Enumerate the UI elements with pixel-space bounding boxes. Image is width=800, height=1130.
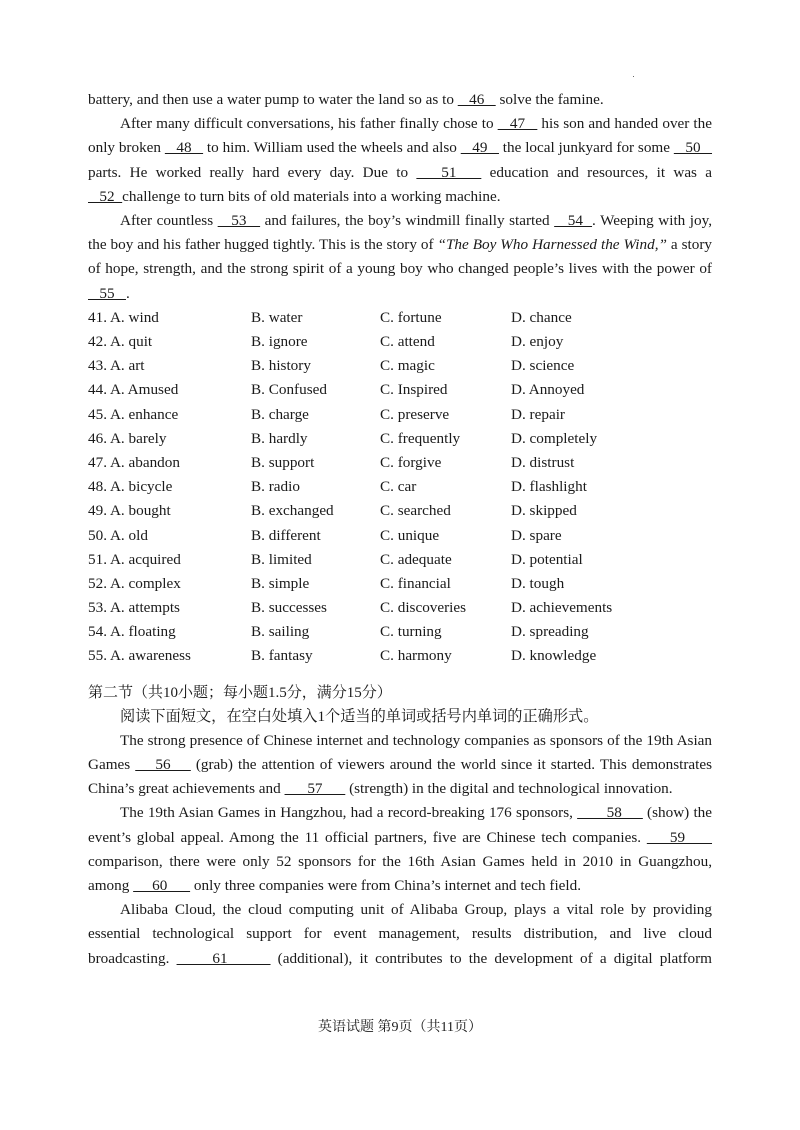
option-c: C. financial	[380, 574, 451, 592]
blank-61: 61	[176, 949, 271, 967]
option-a: 54. A. floating	[88, 623, 176, 641]
blank-57: 57	[284, 780, 346, 798]
option-c: C. frequently	[380, 429, 461, 447]
text: (grab) the attention of viewers around the world since it started. This demonstrates China’s great achievements and	[88, 756, 713, 798]
text: . Weeping with joy, the boy and his father hugged tightly. This is the story of	[88, 212, 713, 254]
option-d: D. Annoyed	[511, 381, 585, 399]
paragraph-5	[88, 801, 712, 898]
story-title: “The Boy Who Harnessed the Wind,”	[437, 236, 667, 254]
option-c: C. Inspired	[380, 381, 448, 399]
text: Alibaba Cloud, the cloud computing unit of Alibaba Group, plays a vital role by providing essential technological support for event management, results distribution, and live cloud broadcasting.	[88, 901, 712, 967]
blank-48: 48	[164, 139, 204, 157]
option-a: 41. A. wind	[88, 308, 159, 326]
option-a: 49. A. bought	[88, 502, 171, 520]
option-a: 47. A. abandon	[88, 453, 180, 471]
option-c: C. adequate	[380, 550, 452, 568]
option-b: B. different	[251, 526, 321, 544]
option-b: B. fantasy	[251, 647, 313, 665]
option-c: C. preserve	[380, 405, 450, 423]
text: battery, and then use a water pump to water the land so as to	[88, 91, 458, 108]
option-c: C. fortune	[380, 308, 442, 326]
text: the local junkyard for some	[498, 139, 674, 157]
text: parts. He worked really hard every day. Due to	[88, 163, 417, 181]
option-a: 43. A. art	[88, 357, 145, 375]
option-a: 55. A. awareness	[88, 647, 191, 665]
blank-49: 49	[460, 139, 499, 157]
option-row	[88, 524, 712, 548]
blank-58: 58	[577, 804, 643, 822]
text: (show) the event’s global appeal. Among the 11 official partners, five are Chinese tech companies.	[88, 804, 713, 846]
text: his son and handed over the only broken	[88, 115, 712, 157]
text: to him. William used the wheels and also	[203, 139, 461, 157]
option-d: D. flashlight	[511, 478, 587, 496]
blank-54: 54	[554, 212, 593, 230]
answer-options	[88, 306, 712, 669]
option-row	[88, 378, 712, 402]
option-d: D. tough	[511, 574, 565, 592]
option-d: D. spreading	[511, 623, 589, 641]
option-c: C. car	[380, 478, 417, 496]
option-b: B. simple	[251, 574, 310, 592]
option-b: B. Confused	[251, 381, 327, 399]
paragraph-3	[88, 209, 712, 306]
blank-55: 55	[88, 284, 126, 302]
option-c: C. magic	[380, 357, 435, 375]
exam-page	[88, 88, 712, 971]
paragraph-1	[88, 88, 712, 112]
option-d: D. science	[511, 357, 575, 375]
option-b: B. radio	[251, 478, 300, 496]
option-row	[88, 475, 712, 499]
option-c: C. harmony	[380, 647, 452, 665]
blank-51: 51	[416, 163, 482, 181]
text: After many difficult conversations, his father finally chose to	[120, 115, 498, 133]
option-b: B. history	[251, 357, 311, 375]
text: After countless	[120, 212, 218, 230]
text: solve the famine.	[495, 91, 604, 108]
option-a: 51. A. acquired	[88, 550, 181, 568]
option-a: 53. A. attempts	[88, 599, 180, 617]
blank-50: 50	[673, 139, 713, 157]
option-d: D. knowledge	[511, 647, 597, 665]
option-row	[88, 451, 712, 475]
text: only three companies were from China’s internet and tech field.	[190, 877, 582, 895]
option-b: B. charge	[251, 405, 309, 423]
option-d: D. distrust	[511, 453, 575, 471]
option-a: 46. A. barely	[88, 429, 167, 447]
text: a story of hope, strength, and the strong spirit of a young boy who changed people’s lives with the power of	[88, 236, 712, 278]
blank-56: 56	[135, 756, 191, 774]
option-b: B. exchanged	[251, 502, 334, 520]
blank-59: 59	[646, 828, 713, 846]
blank-53: 53	[217, 212, 261, 230]
option-row	[88, 330, 712, 354]
text: (strength) in the digital and technological innovation.	[345, 780, 673, 798]
option-c: C. turning	[380, 623, 442, 641]
text: challenge to turn bits of old materials into a working machine.	[122, 187, 501, 205]
text: (additional), it contributes to the development of a digital platform	[270, 949, 712, 967]
option-d: D. achievements	[511, 599, 613, 617]
option-b: B. hardly	[251, 429, 308, 447]
option-row	[88, 403, 712, 427]
option-row	[88, 306, 712, 330]
option-row	[88, 596, 712, 620]
text: The strong presence of Chinese internet and technology companies as sponsors of the 19th Asian Games	[88, 731, 712, 774]
text: comparison, there were only 52 sponsors for the 16th Asian Games held in 2010 in Guangzhou, among	[88, 852, 712, 895]
option-row	[88, 427, 712, 451]
option-a: 50. A. old	[88, 526, 148, 544]
text: The 19th Asian Games in Hangzhou, had a record-breaking 176 sponsors,	[120, 804, 578, 822]
option-b: B. ignore	[251, 333, 308, 351]
paragraph-2	[88, 112, 712, 209]
blank-46: 46	[457, 91, 496, 108]
option-c: C. searched	[380, 502, 451, 520]
blank-52: 52	[88, 187, 123, 205]
option-b: B. water	[251, 308, 303, 326]
option-row	[88, 499, 712, 523]
section-instruction: 阅读下面短文，在空白处填入1个适当的单词或括号内单词的正确形式。	[120, 707, 599, 725]
option-d: D. spare	[511, 526, 562, 544]
option-row	[88, 354, 712, 378]
option-a: 45. A. enhance	[88, 405, 179, 423]
option-c: C. attend	[380, 333, 435, 351]
option-b: B. support	[251, 453, 315, 471]
option-d: D. repair	[511, 405, 565, 423]
option-d: D. chance	[511, 308, 572, 326]
scan-mark	[633, 76, 634, 77]
paragraph-4	[88, 729, 712, 802]
page-footer: 英语试题 第9页（共11页）	[318, 1020, 482, 1035]
option-a: 52. A. complex	[88, 574, 181, 592]
option-d: D. skipped	[511, 502, 577, 520]
option-d: D. enjoy	[511, 333, 564, 351]
option-b: B. successes	[251, 599, 327, 617]
option-row	[88, 644, 712, 668]
text: .	[125, 284, 130, 302]
option-b: B. limited	[251, 550, 312, 568]
option-d: D. completely	[511, 429, 598, 447]
option-row	[88, 548, 712, 572]
option-c: C. forgive	[380, 453, 442, 471]
option-c: C. unique	[380, 526, 440, 544]
option-d: D. potential	[511, 550, 583, 568]
text: education and resources, it was a	[481, 163, 712, 181]
option-c: C. discoveries	[380, 599, 467, 617]
option-a: 44. A. Amused	[88, 381, 179, 399]
blank-47: 47	[497, 115, 538, 133]
option-row	[88, 572, 712, 596]
option-b: B. sailing	[251, 623, 310, 641]
option-a: 42. A. quit	[88, 333, 153, 351]
option-a: 48. A. bicycle	[88, 478, 173, 496]
option-row	[88, 620, 712, 644]
section-heading: 第二节（共10小题；每小题1.5分，满分15分）	[88, 684, 392, 701]
text: and failures, the boy’s windmill finally started	[260, 212, 555, 230]
paragraph-6	[88, 898, 712, 971]
blank-60: 60	[133, 877, 191, 895]
